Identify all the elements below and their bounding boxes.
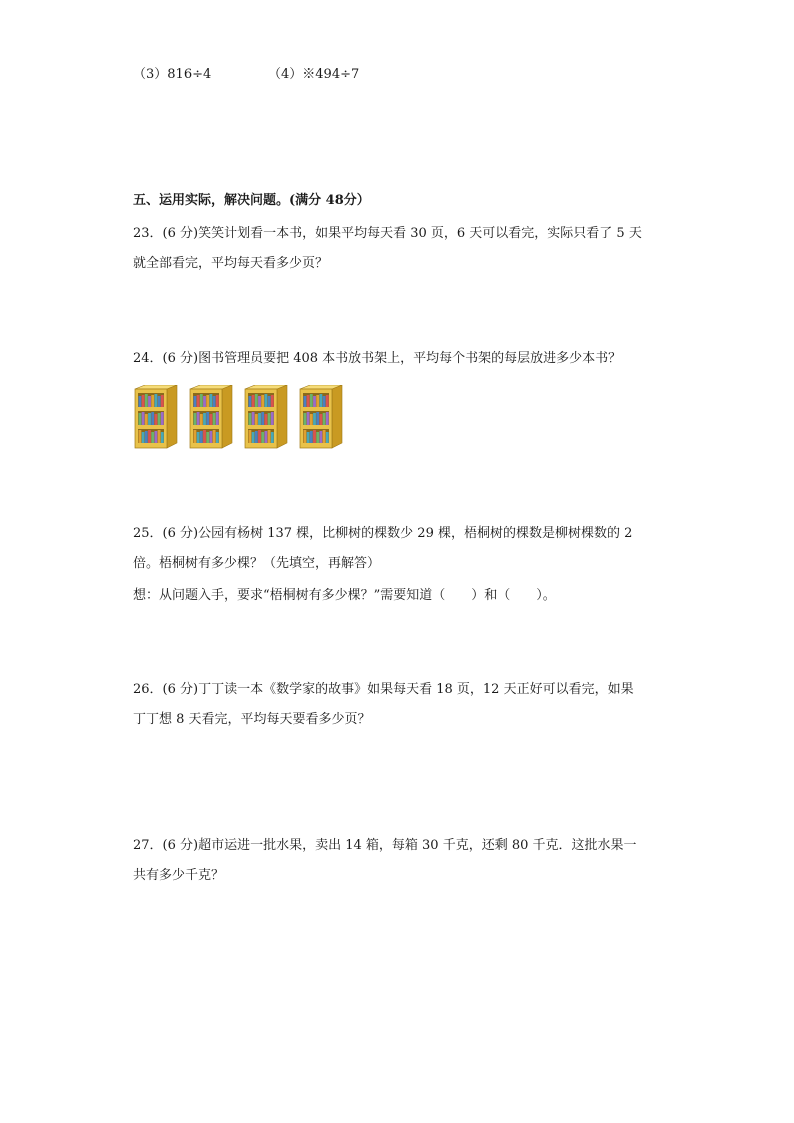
bookshelf-icon bbox=[188, 385, 234, 449]
bookshelf-icon bbox=[133, 385, 179, 449]
calc-item-4: （4）※494÷7 bbox=[268, 67, 360, 82]
question-24-line-1: 24．(6 分)图书管理员要把 408 本书放书架上，平均每个书架的每层放进多少本书？ bbox=[133, 351, 622, 366]
question-27-line-1: 27．(6 分)超市运进一批水果，卖出 14 箱，每箱 30 千克，还剩 80 千克．这批水果一 bbox=[133, 838, 637, 853]
question-23-line-2: 就全部看完，平均每天看多少页？ bbox=[133, 256, 329, 271]
question-23-line-1: 23．(6 分)笑笑计划看一本书，如果平均每天看 30 页，6 天可以看完，实际只看了 5 天 bbox=[133, 226, 642, 241]
calc-item-3: （3）816÷4 bbox=[133, 67, 212, 82]
question-26-line-1: 26．(6 分)丁丁读一本《数学家的故事》如果每天看 18 页，12 天正好可以看完，如果 bbox=[133, 682, 634, 697]
question-25-hint: 想：从问题入手，要求“梧桐树有多少棵？”需要知道（ ）和（ ）。 bbox=[133, 588, 556, 603]
bookshelves-illustration bbox=[133, 385, 345, 451]
question-25-line-1: 25．(6 分)公园有杨树 137 棵，比柳树的棵数少 29 棵，梧桐树的棵数是柳树棵数的 2 bbox=[133, 526, 633, 541]
bookshelf-icon bbox=[298, 385, 344, 449]
section-title: 五、运用实际，解决问题。(满分 48分） bbox=[133, 193, 370, 208]
question-25-line-2: 倍。梧桐树有多少棵？（先填空，再解答） bbox=[133, 556, 381, 571]
question-27-line-2: 共有多少千克？ bbox=[133, 868, 225, 883]
bookshelf-icon bbox=[243, 385, 289, 449]
question-26-line-2: 丁丁想 8 天看完，平均每天要看多少页？ bbox=[133, 712, 371, 727]
